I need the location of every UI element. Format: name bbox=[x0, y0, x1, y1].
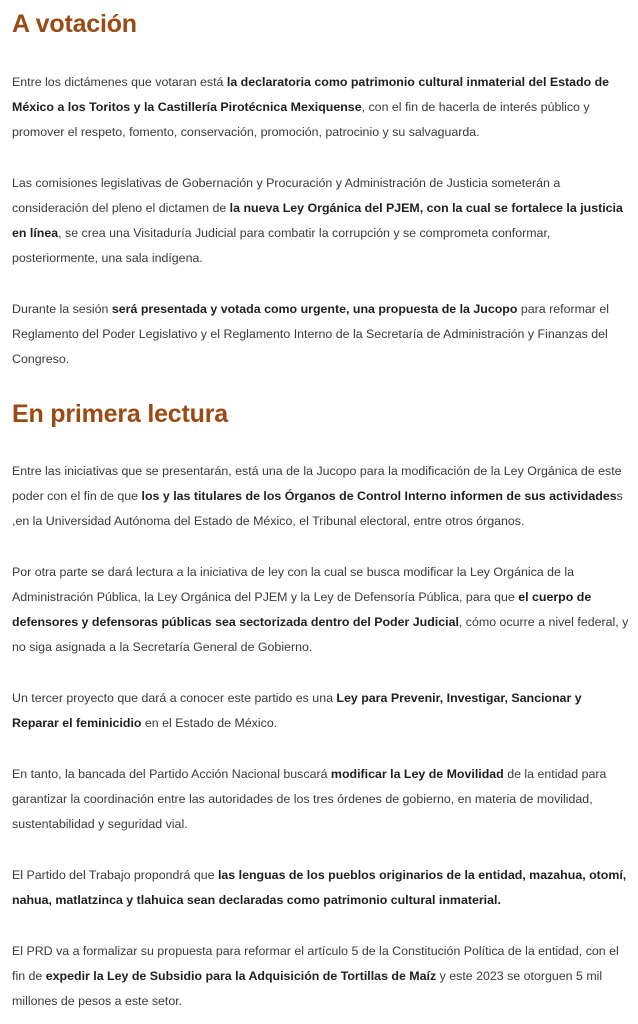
paragraph bbox=[12, 297, 630, 372]
paragraph bbox=[12, 863, 630, 913]
paragraph-highlight: modificar la Ley de Movilidad bbox=[330, 767, 504, 781]
paragraph bbox=[12, 70, 630, 145]
article-body bbox=[12, 0, 630, 1014]
paragraph bbox=[12, 686, 630, 736]
paragraph-text: Un tercer proyecto que dará a conocer este partido es una bbox=[12, 691, 337, 705]
paragraph-text: Entre las iniciativas que se presentarán, está una de la Jucopo para la modificación de la Ley Orgánica de este poder con el fin de que bbox=[12, 464, 622, 503]
paragraph-text: de la entidad para garantizar la coordinación entre las autoridades de los tres órdenes de gobierno, en materia de movilidad, sustentabilidad y seguridad vial. bbox=[12, 767, 607, 831]
paragraph bbox=[12, 939, 630, 1014]
paragraph-highlight: será presentada y votada como urgente, una propuesta de la Jucopo bbox=[111, 302, 518, 316]
paragraph-text: en el Estado de México. bbox=[141, 716, 278, 730]
paragraph-text: Por otra parte se dará lectura a la iniciativa de ley con la cual se busca modificar la Ley Orgánica de la Administración Pública, la Ley Orgánica del PJEM y la Ley de Defensoría Pública, para que bbox=[12, 565, 575, 604]
paragraph-text: y este 2023 se otorguen 5 mil millones de pesos a este setor. bbox=[12, 969, 603, 1008]
paragraph-highlight: las lenguas de los pueblos originarios de la entidad, mazahua, otomí, nahua, matlatzinca y tlahuica sean declaradas como patrimonio cultural inmaterial. bbox=[12, 868, 627, 907]
paragraph bbox=[12, 171, 630, 271]
paragraph-highlight: la declaratoria como patrimonio cultural inmaterial del Estado de México a los Toritos y la Castillería Pirotécnica Mexiquense bbox=[12, 75, 610, 114]
paragraph bbox=[12, 459, 630, 534]
paragraph bbox=[12, 560, 630, 660]
paragraph-text: Entre los dictámenes que votaran está bbox=[12, 75, 227, 89]
paragraph-highlight: Ley para Prevenir, Investigar, Sancionar y Reparar el feminicidio bbox=[12, 691, 582, 730]
paragraph-text: El Partido del Trabajo propondrá que bbox=[12, 868, 218, 882]
paragraph-text: Durante la sesión bbox=[12, 302, 112, 316]
section-heading-a-votacion: A votación bbox=[12, 10, 137, 38]
paragraph-highlight: expedir la Ley de Subsidio para la Adquisición de Tortillas de Maíz bbox=[45, 969, 437, 983]
paragraph-text: s ,en la Universidad Autónoma del Estado de México, el Tribunal electoral, entre otros órganos. bbox=[12, 489, 623, 528]
paragraph-text: para reformar el Reglamento del Poder Legislativo y el Reglamento Interno de la Secretaría de Administración y Finanzas del Congreso. bbox=[12, 302, 610, 366]
paragraph-text: El PRD va a formalizar su propuesta para reformar el artículo 5 de la Constitución Política de la entidad, con el fin de bbox=[12, 944, 619, 983]
paragraph-highlight: la nueva Ley Orgánica del PJEM, con la cual se fortalece la justicia en línea bbox=[12, 201, 623, 240]
paragraph-highlight: los y las titulares de los Órganos de Control Interno informen de sus actividades bbox=[141, 489, 617, 503]
paragraph-text: , cómo ocurre a nivel federal, y no siga asignada a la Secretaría General de Gobierno. bbox=[12, 615, 629, 654]
paragraph-highlight: el cuerpo de defensores y defensoras públicas sea sectorizada dentro del Poder Judicial bbox=[12, 590, 592, 629]
paragraph-text: , con el fin de hacerla de interés público y promover el respeto, fomento, conservación, promoción, patrocinio y su salvaguarda. bbox=[12, 100, 590, 139]
paragraph-text: , se crea una Visitaduría Judicial para combatir la corrupción y se comprometa conformar, posteriormente, una sala indígena. bbox=[12, 226, 551, 265]
paragraph bbox=[12, 762, 630, 837]
paragraph-text: En tanto, la bancada del Partido Acción Nacional buscará bbox=[12, 767, 331, 781]
paragraph-text: Las comisiones legislativas de Gobernación y Procuración y Administración de Justicia someterán a consideración del pleno el dictamen de bbox=[12, 176, 561, 215]
section-heading-en-primera-lectura: En primera lectura bbox=[12, 400, 228, 428]
